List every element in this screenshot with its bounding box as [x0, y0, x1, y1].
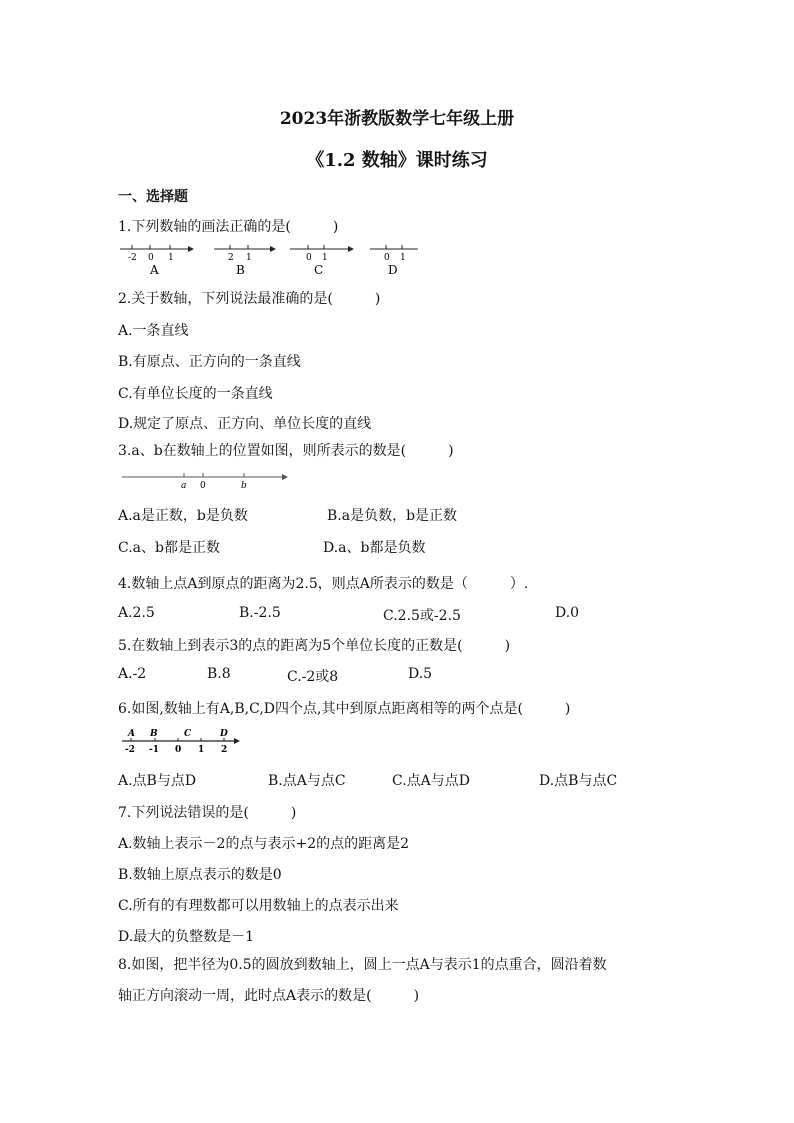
- fig-c-letter: C: [314, 263, 324, 277]
- question-2-option-b: B.有原点、正方向的一条直线: [118, 354, 301, 370]
- question-6-option-c: C.点A与点D: [392, 773, 470, 789]
- question-8-stem-line-2: 轴正方向滚动一周，此时点A表示的数是( ): [118, 988, 420, 1004]
- question-7-option-c: C.所有的有理数都可以用数轴上的点表示出来: [118, 898, 399, 914]
- fig-d-letter: D: [388, 263, 398, 277]
- question-2-option-a: A.一条直线: [118, 323, 189, 339]
- question-6-number-line: [120, 726, 244, 754]
- origin-label: 0: [200, 481, 206, 491]
- figure-c-number-line: [290, 245, 354, 277]
- question-2-option-c: C.有单位长度的一条直线: [118, 386, 273, 402]
- question-3-option-c: C.a、b都是正数: [118, 540, 220, 556]
- question-4-option-c: C.2.5或-2.5: [383, 608, 461, 624]
- fig-a-tick-1: -2: [128, 253, 137, 263]
- question-1-figures: [118, 242, 428, 278]
- question-4-option-d: D.0: [555, 605, 580, 621]
- question-5-option-b: B.8: [207, 666, 231, 682]
- fig-b-tick-2: 1: [246, 253, 252, 263]
- q6-point-b: B: [150, 729, 158, 739]
- question-1-stem: 1.下列数轴的画法正确的是( ): [118, 219, 339, 235]
- q6-point-c: C: [184, 729, 192, 739]
- question-6-option-a: A.点B与点D: [118, 773, 197, 789]
- q6-point-a: A: [128, 729, 135, 739]
- fig-c-tick-2: 1: [322, 253, 328, 263]
- fig-a-letter: A: [150, 263, 159, 277]
- point-a-label: a: [181, 481, 187, 491]
- question-2-option-d: D.规定了原点、正方向、单位长度的直线: [118, 416, 372, 432]
- fig-a-tick-2: 0: [148, 253, 154, 263]
- fig-b-letter: B: [236, 263, 245, 277]
- point-b-label: b: [241, 481, 247, 491]
- question-4-option-a: A.2.5: [118, 605, 155, 621]
- question-4-stem: 4.数轴上点A到原点的距离为2.5，则点A所表示的数是（ ）.: [118, 576, 529, 592]
- fig-d-tick-2: 1: [400, 253, 406, 263]
- question-3-number-line: [120, 470, 292, 492]
- question-7-option-b: B.数轴上原点表示的数是0: [118, 867, 282, 883]
- page-subtitle: 《1.2 数轴》课时练习: [306, 150, 488, 171]
- question-6-stem: 6.如图,数轴上有A,B,C,D四个点,其中到原点距离相等的两个点是( ): [118, 701, 571, 717]
- question-3-option-d: D.a、b都是负数: [323, 540, 426, 556]
- question-2-stem: 2.关于数轴，下列说法最准确的是( ): [118, 291, 381, 307]
- q6-tick-1: -2: [125, 745, 135, 754]
- fig-c-tick-1: 0: [306, 253, 312, 263]
- fig-b-tick-1: 2: [228, 253, 234, 263]
- question-7-option-a: A.数轴上表示－2的点与表示+2的点的距离是2: [118, 836, 410, 852]
- section-heading: 一、选择题: [118, 189, 188, 205]
- question-5-stem: 5.在数轴上到表示3的点的距离为5个单位长度的正数是( ): [118, 638, 511, 654]
- question-4-option-b: B.-2.5: [239, 605, 281, 621]
- q6-point-d: D: [220, 729, 228, 739]
- question-3-option-a: A.a是正数，b是负数: [118, 508, 248, 524]
- page-title: 2023年浙教版数学七年级上册: [279, 109, 515, 129]
- q6-tick-4: 1: [198, 745, 205, 754]
- question-5-option-a: A.-2: [118, 666, 147, 682]
- question-6-option-d: D.点B与点C: [539, 773, 618, 789]
- q6-tick-3: 0: [175, 745, 182, 754]
- question-8-stem-line-1: 8.如图，把半径为0.5的圆放到数轴上，圆上一点A与表示1的点重合，圆沿着数: [118, 957, 607, 973]
- figure-a-number-line: [120, 245, 194, 277]
- question-6-option-b: B.点A与点C: [268, 773, 346, 789]
- figure-d-number-line: [370, 245, 418, 277]
- question-3-option-b: B.a是负数，b是正数: [327, 508, 458, 524]
- question-5-option-c: C.-2或8: [287, 669, 339, 685]
- question-3-stem: 3.a、b在数轴上的位置如图，则所表示的数是( ): [118, 443, 454, 459]
- q6-tick-5: 2: [221, 745, 228, 754]
- question-7-option-d: D.最大的负整数是－1: [118, 929, 255, 945]
- fig-d-tick-1: 0: [384, 253, 390, 263]
- question-5-option-d: D.5: [408, 666, 433, 682]
- question-7-stem: 7.下列说法错误的是( ): [118, 805, 297, 821]
- q6-tick-2: -1: [149, 745, 159, 754]
- figure-b-number-line: [214, 245, 276, 277]
- fig-a-tick-3: 1: [168, 253, 174, 263]
